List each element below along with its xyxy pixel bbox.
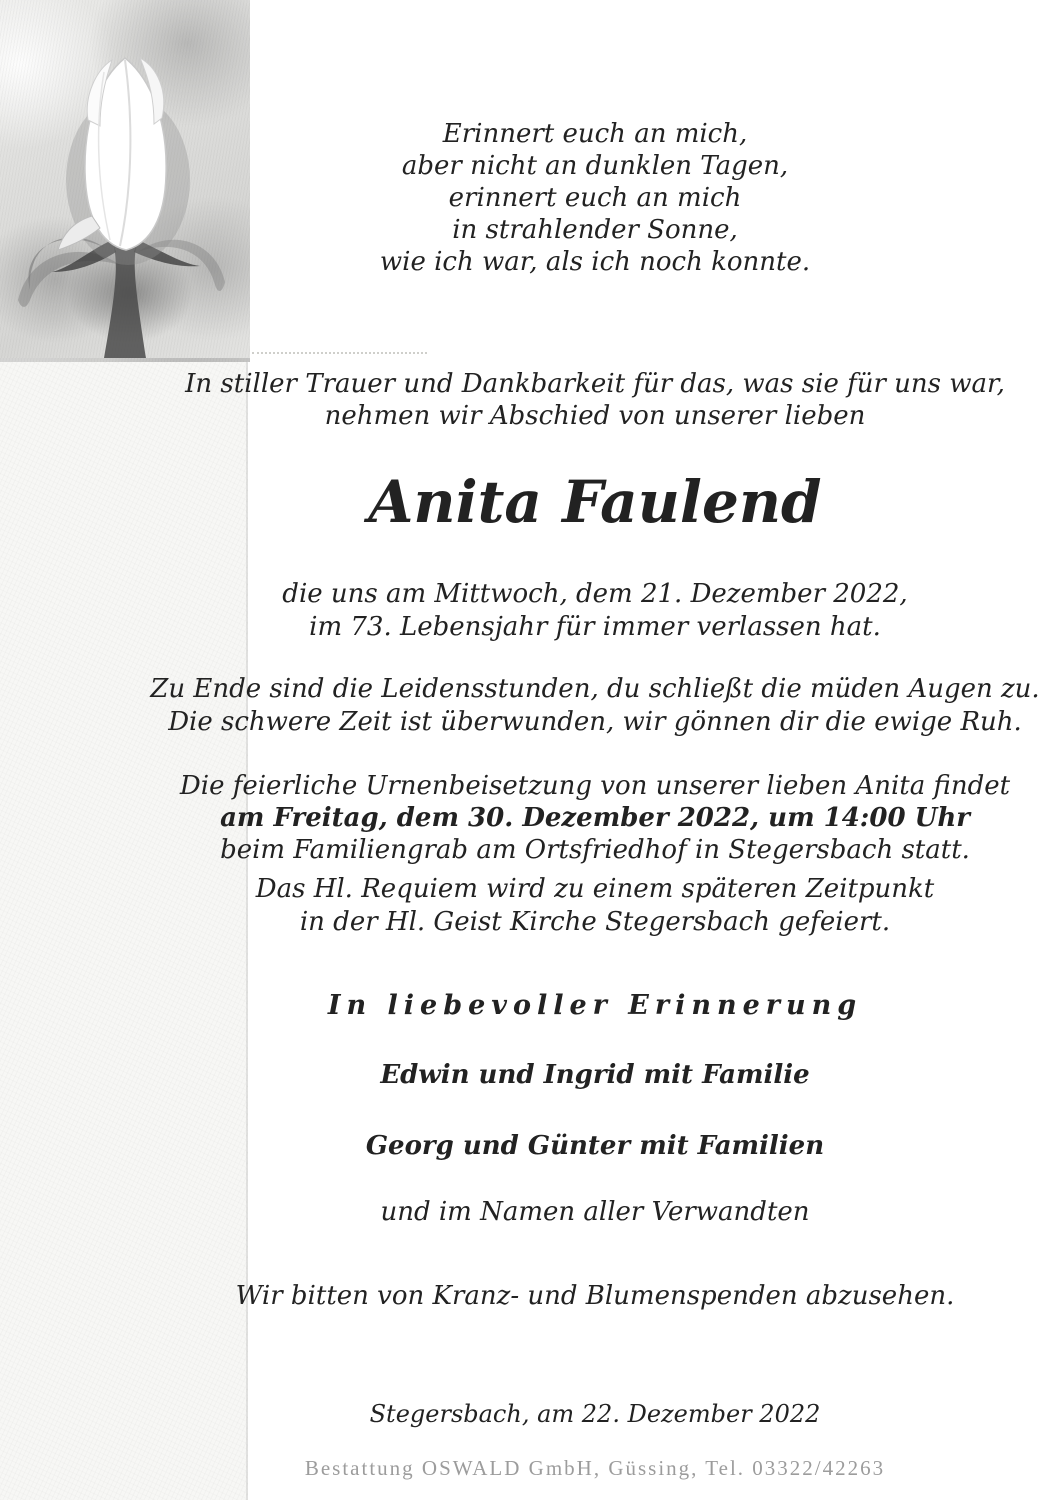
dateline: Stegersbach, am 22. Dezember 2022 — [369, 1400, 821, 1428]
intro-line: In stiller Trauer und Dankbarkeit für das, was sie für uns war, — [185, 369, 1005, 399]
middle-poem — [130, 673, 1060, 739]
death-info-line: im 73. Lebensjahr für immer verlassen hat. — [309, 612, 881, 642]
relatives-line: und im Namen aller Verwandten — [380, 1197, 810, 1227]
burial-line: Die feierliche Urnenbeisetzung von unserer lieben Anita findet — [179, 771, 1011, 801]
mourner-line: Edwin und Ingrid mit Familie — [380, 1060, 810, 1090]
requiem-line: in der Hl. Geist Kirche Stegersbach gefeiert. — [299, 907, 891, 937]
poem-line: Die schwere Zeit ist überwunden, wir gönnen dir die ewige Ruh. — [168, 707, 1022, 737]
burial-announcement — [130, 770, 1060, 866]
poem-line: Zu Ende sind die Leidensstunden, du schließt die müden Augen zu. — [150, 674, 1040, 704]
card-content — [130, 0, 1060, 1500]
burial-place-line: beim Familiengrab am Ortsfriedhof in Stegersbach statt. — [220, 835, 970, 865]
death-info-line: die uns am Mittwoch, dem 21. Dezember 2022, — [282, 579, 908, 609]
intro-text — [130, 368, 1060, 432]
death-info — [130, 578, 1060, 644]
poem-line: aber nicht an dunklen Tagen, — [401, 151, 789, 181]
funeral-home-footer: Bestattung OSWALD GmbH, Güssing, Tel. 03322/42263 — [304, 1456, 886, 1480]
poem-line: Erinnert euch an mich, — [442, 119, 748, 149]
poem-line: wie ich war, als ich noch konnte. — [379, 247, 811, 277]
poem-line: in strahlender Sonne, — [452, 215, 738, 245]
poem-line: erinnert euch an mich — [448, 183, 742, 213]
remembrance-heading: In liebevoller Erinnerung — [327, 990, 863, 1021]
requiem-announcement — [130, 873, 1060, 939]
deceased-name: Anita Faulend — [368, 468, 822, 536]
requiem-line: Das Hl. Requiem wird zu einem späteren Zeitpunkt — [255, 874, 935, 904]
opening-poem — [130, 118, 1060, 278]
mourner-line: Georg und Günter mit Familien — [365, 1131, 825, 1161]
donation-request: Wir bitten von Kranz- und Blumenspenden abzusehen. — [235, 1281, 955, 1311]
burial-date-line: am Freitag, dem 30. Dezember 2022, um 14:00 Uhr — [220, 803, 970, 833]
intro-line: nehmen wir Abschied von unserer lieben — [324, 401, 866, 431]
